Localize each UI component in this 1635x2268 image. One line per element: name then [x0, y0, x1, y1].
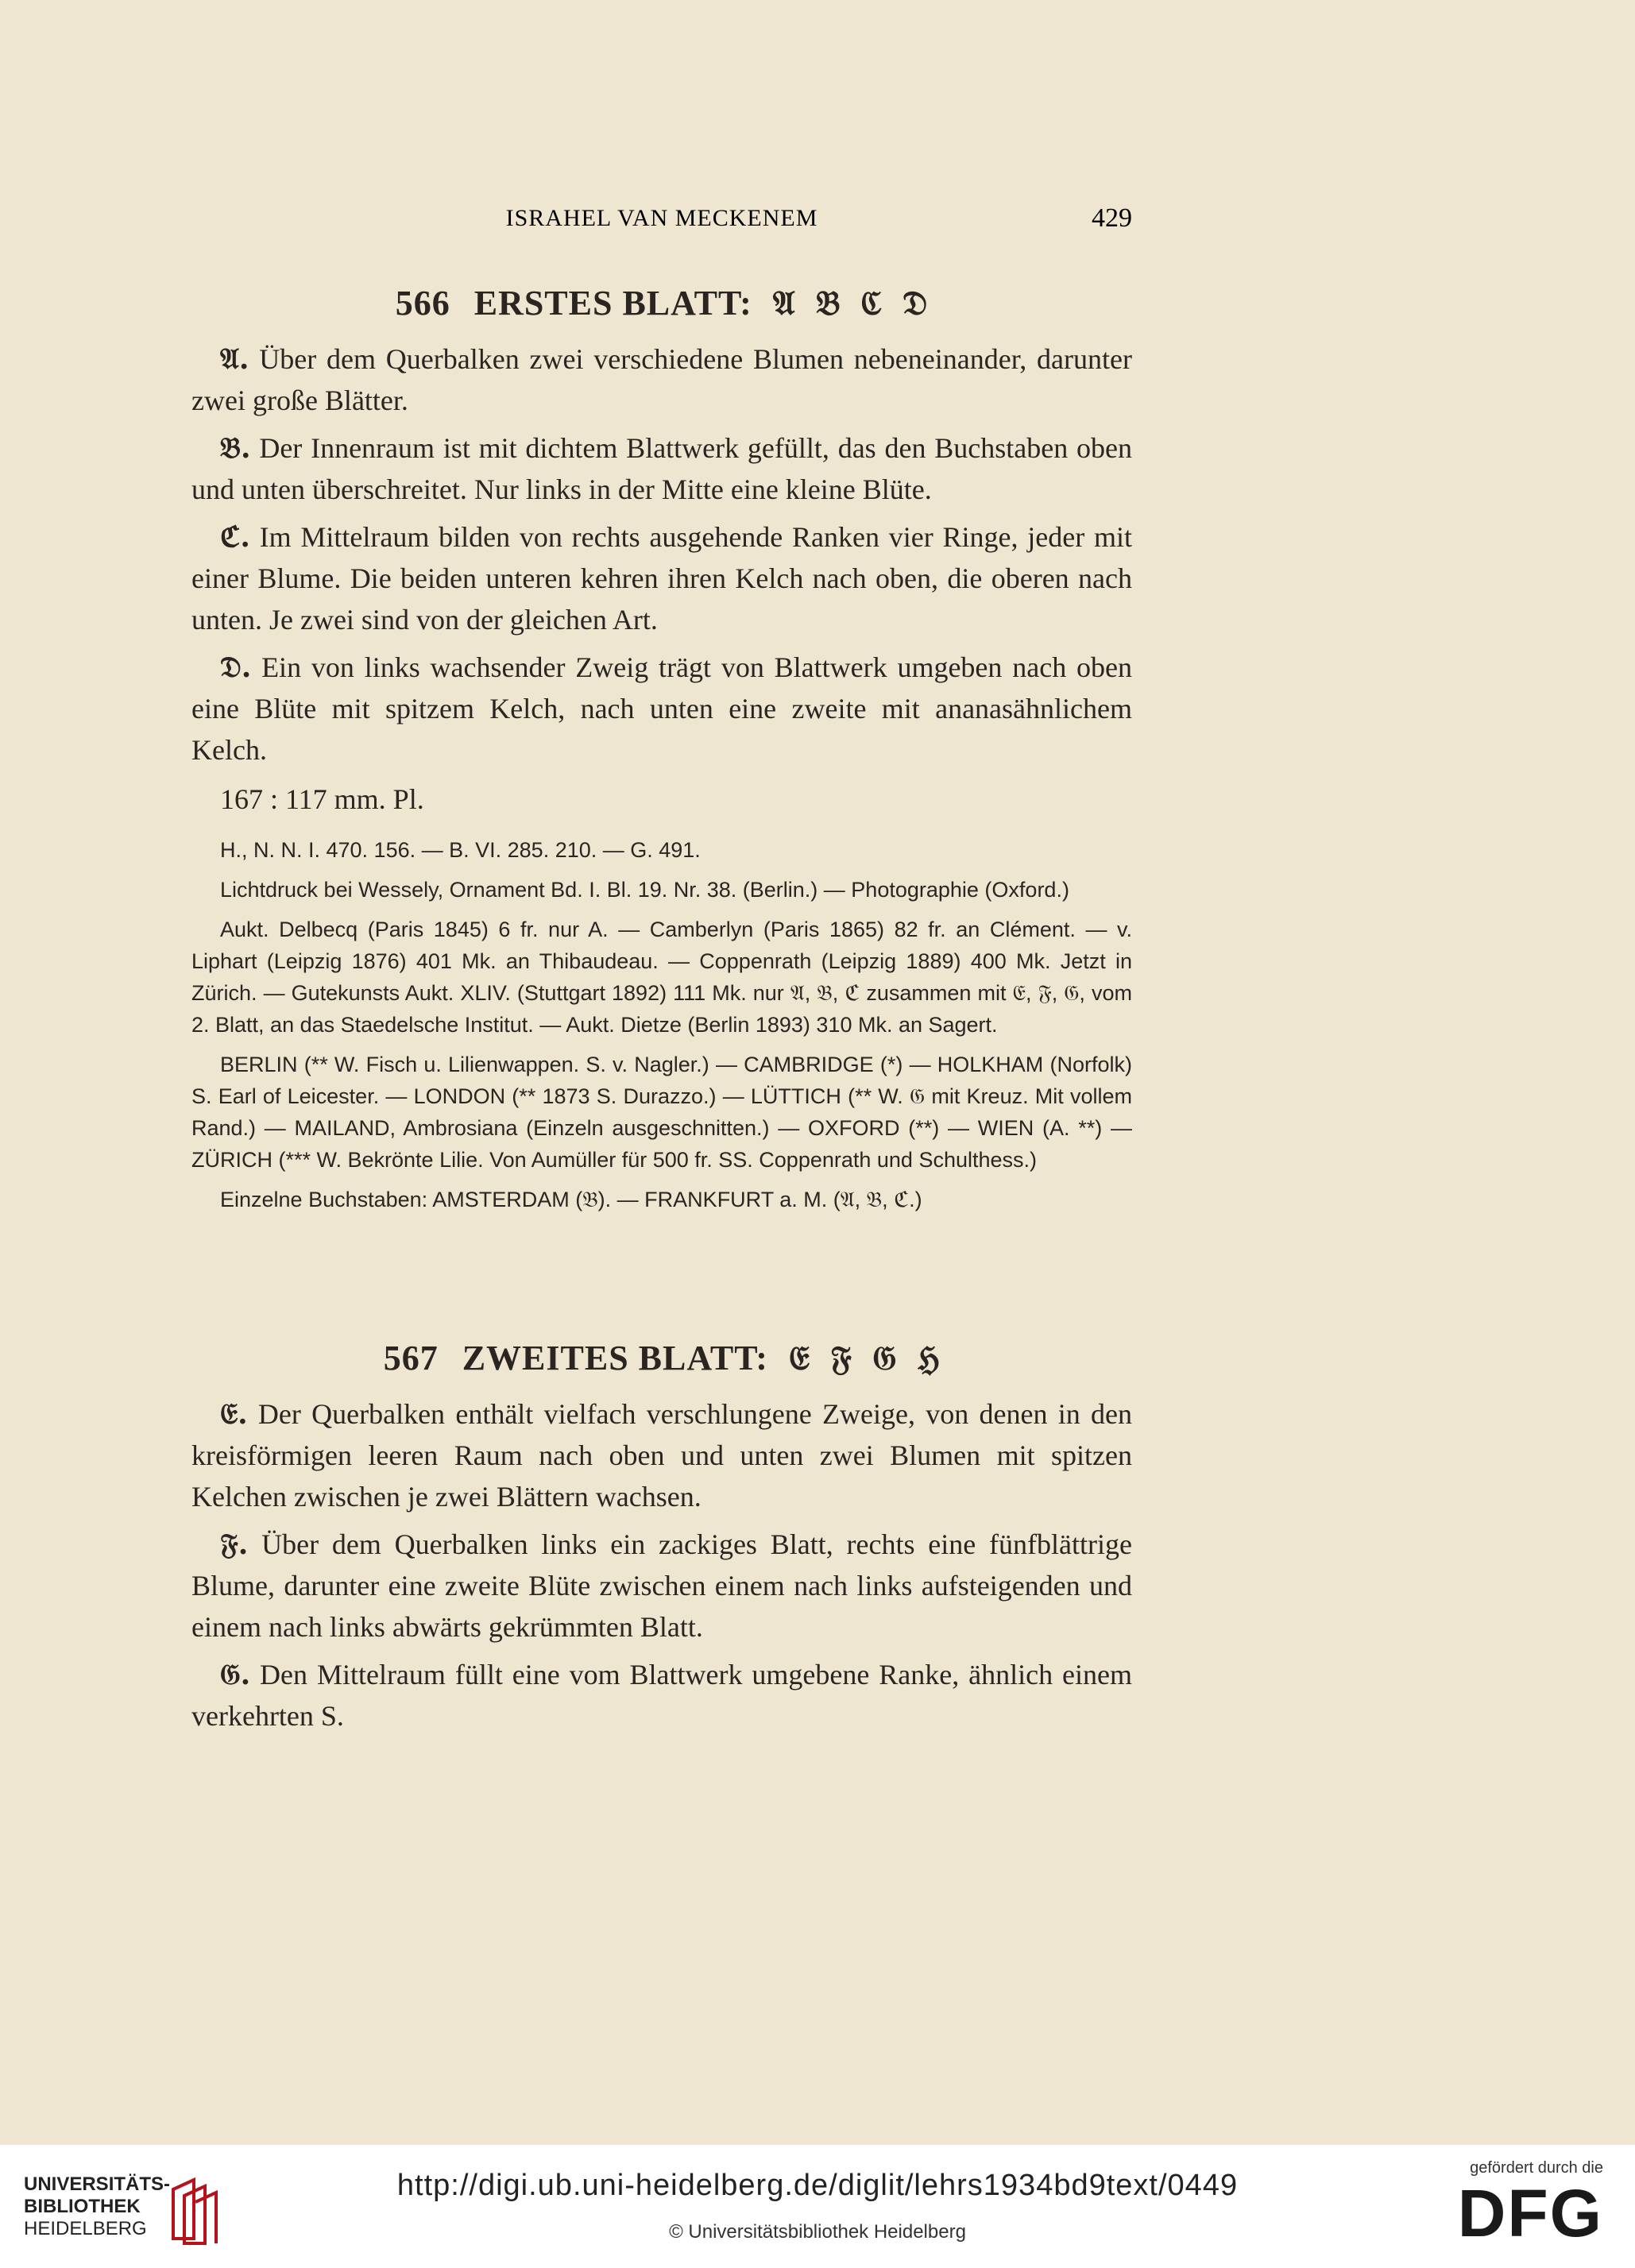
- paragraph-text: Den Mittelraum füllt eine vom Blattwerk umgebene Ranke, ähnlich einem verkehrten S.: [191, 1659, 1132, 1732]
- section-566-letters: 𝔄 𝔅 ℭ 𝔇: [772, 284, 929, 323]
- paragraph-566-d: [191, 647, 1132, 771]
- note-collections: BERLIN (** W. Fisch u. Lilienwappen. S. v. Nagler.) — CAMBRIDGE (*) — HOLKHAM (Norfolk) S. Earl of Leicester. — LONDON (** 1873 S. Durazzo.) — LÜTTICH (** W. 𝔊 mit Kreuz. Mit vollem Rand.) — MAILAND, Ambrosiana (Einzeln ausgeschnitten.) — OXFORD (**) — WIEN (A. **) — ZÜRICH (*** W. Bekrönte Lilie. Von Aumüller für 500 fr. SS. Coppenrath und Schulthess.): [191, 1053, 1132, 1172]
- dfg-funding[interactable]: [1436, 2159, 1603, 2249]
- note-reproductions: Lichtdruck bei Wessely, Ornament Bd. I. Bl. 19. Nr. 38. (Berlin.) — Photographie (Oxford.): [220, 878, 1069, 902]
- section-567: [191, 1335, 1132, 1743]
- paragraph-567-g: [191, 1654, 1132, 1737]
- measurements: 167 : 117 mm. Pl.: [220, 783, 424, 815]
- paragraph-text: Der Querbalken enthält vielfach verschlungene Zweige, von denen in den kreisförmigen leeren Raum nach oben und unten zwei Blumen mit spitzen Kelchen zwischen je zwei Blättern wachsen.: [191, 1398, 1132, 1513]
- initial-letter: 𝔊.: [220, 1658, 251, 1691]
- paragraph-text: Ein von links wachsender Zweig trägt von Blattwerk umgeben nach oben eine Blüte mit spitzem Kelch, nach unten eine zweite mit ananasähnlichem Kelch.: [191, 651, 1132, 766]
- note-single-letters: Einzelne Buchstaben: AMSTERDAM (𝔅). — FRANKFURT a. M. (𝔄, 𝔅, ℭ.): [220, 1188, 922, 1211]
- paragraph-text: Der Innenraum ist mit dichtem Blattwerk gefüllt, das den Buchstaben oben und unten überschreitet. Nur links in der Mitte eine kleine Blüte.: [191, 432, 1132, 505]
- section-566-title: ERSTES BLATT:: [473, 284, 752, 323]
- initial-letter: 𝔈.: [220, 1397, 248, 1431]
- dfg-logo: DFG: [1457, 2176, 1603, 2251]
- note-references: H., N. N. I. 470. 156. — B. VI. 285. 210. — G. 491.: [220, 838, 701, 862]
- initial-letter: 𝔄.: [220, 342, 249, 376]
- section-567-heading: [191, 1335, 1132, 1382]
- paragraph-text: Über dem Querbalken zwei verschiedene Blumen nebeneinander, darunter zwei große Blätter.: [191, 343, 1132, 416]
- permalink-url[interactable]: http://digi.ub.uni-heidelberg.de/diglit/lehrs1934bd9text/0449: [396, 2169, 1239, 2202]
- viewer-footer: [0, 2145, 1635, 2268]
- logo-line-2: BIBLIOTHEK: [24, 2196, 141, 2217]
- paragraph-566-b: [191, 427, 1132, 510]
- initial-letter: 𝔉.: [220, 1528, 249, 1561]
- section-567-title: ZWEITES BLATT:: [462, 1339, 768, 1377]
- logo-line-1: UNIVERSITÄTS-: [24, 2173, 171, 2195]
- initial-letter: 𝔅.: [220, 431, 251, 465]
- copyright-notice: © Universitätsbibliothek Heidelberg: [669, 2221, 966, 2243]
- section-567-letters: 𝔈 𝔉 𝔊 ℌ: [788, 1339, 941, 1377]
- initial-letter: ℭ.: [220, 520, 250, 554]
- running-head: [191, 199, 1132, 238]
- section-567-number: 567: [383, 1339, 439, 1377]
- section-566-heading: [191, 280, 1132, 327]
- paragraph-566-c: [191, 516, 1132, 640]
- paragraph-text: Im Mittelraum bilden von rechts ausgehende Ranken vier Ringe, jeder mit einer Blume. Die beiden unteren kehren ihren Kelch nach oben, die oberen nach unten. Je zwei sind von der gleichen Art.: [191, 521, 1132, 636]
- note-auctions: Aukt. Delbecq (Paris 1845) 6 fr. nur A. — Camberlyn (Paris 1865) 82 fr. an Clément. — v. Liphart (Leipzig 1876) 401 Mk. an Thibaudeau. — Coppenrath (Leipzig 1889) 400 Mk. Jetzt in Zürich. — Gutekunsts Aukt. XLIV. (Stuttgart 1892) 111 Mk. nur 𝔄, 𝔅, ℭ zusammen mit 𝔈, 𝔉, 𝔊, vom 2. Blatt, an das Staedelsche Institut. — Aukt. Dietze (Berlin 1893) 310 Mk. an Sagert.: [191, 918, 1132, 1037]
- paragraph-567-f: [191, 1524, 1132, 1648]
- logo-line-3: HEIDELBERG: [24, 2218, 147, 2239]
- section-566: [191, 280, 1132, 1223]
- paragraph-567-e: [191, 1393, 1132, 1517]
- paragraph-566-a: [191, 338, 1132, 421]
- paragraph-text: Über dem Querbalken links ein zackiges Blatt, rechts eine fünfblättrige Blume, darunter eine zweite Blüte zwischen einem nach links aufsteigenden und einem nach links abwärts gekrümmten Blatt.: [191, 1528, 1132, 1643]
- running-head-title: ISRAHEL VAN MECKENEM: [505, 205, 818, 231]
- initial-letter: 𝔇.: [220, 651, 252, 684]
- funding-label: gefördert durch die: [1470, 2159, 1603, 2177]
- page-number: 429: [1092, 203, 1132, 233]
- section-566-number: 566: [395, 284, 450, 323]
